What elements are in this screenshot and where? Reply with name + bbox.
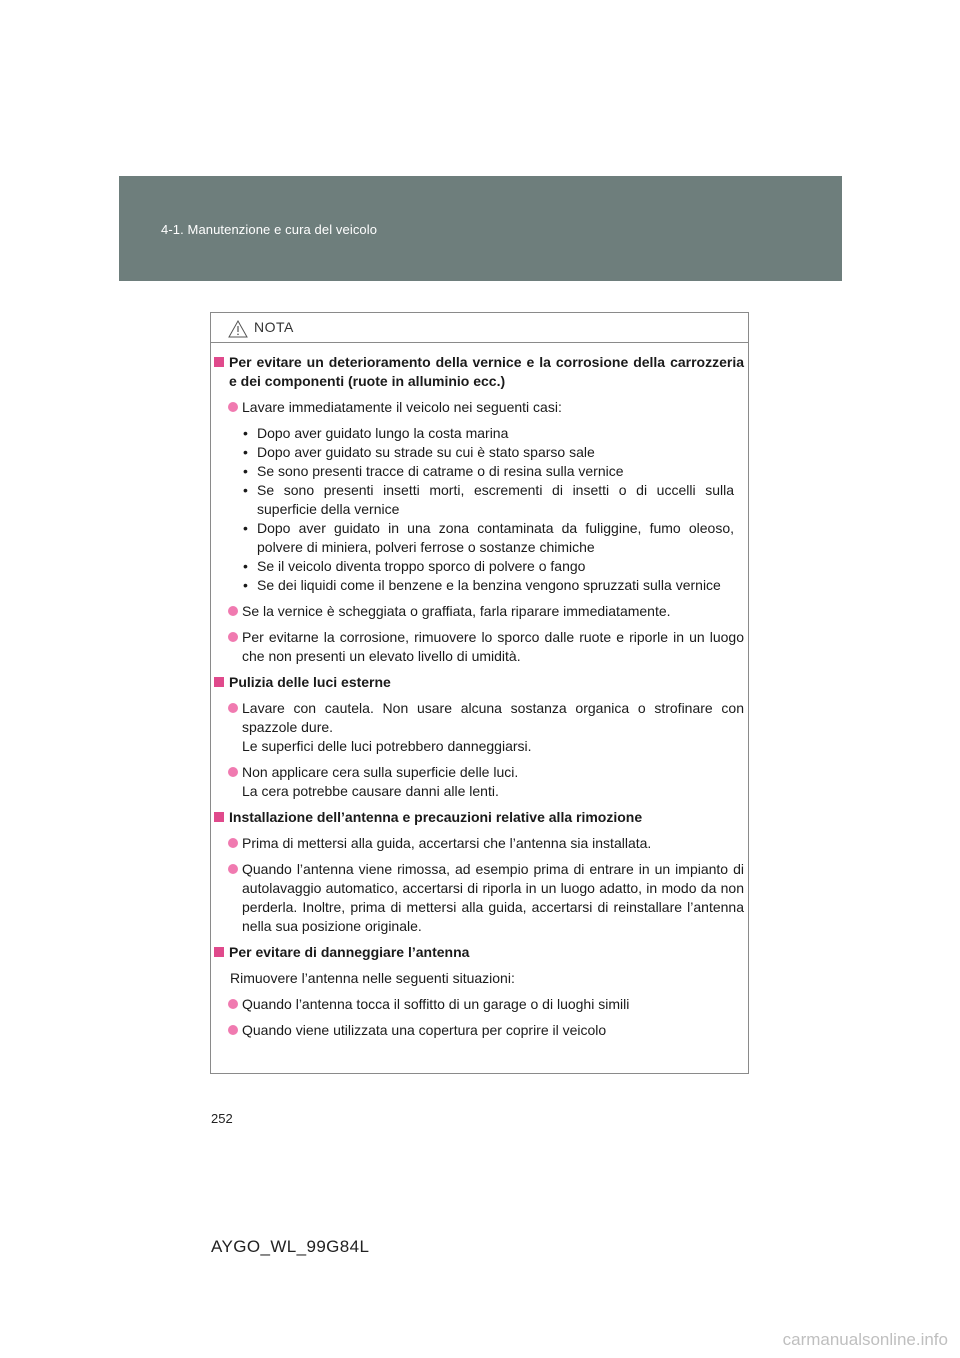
section-heading: Installazione dell’antenna e precauzioni relative alla rimozione [211,808,750,827]
note-header [211,313,748,343]
circle-bullet-icon [228,767,238,777]
circle-bullet-icon [228,703,238,713]
list-item: Quando l’antenna viene rimossa, ad esempio prima di entrare in un impianto di autolavaggio automatico, accertarsi di riporla in un luogo adatto, in modo da non perderla. Inoltre, prima di mettersi alla guida, accertarsi di reinstallare l’antenna nella sua posizione originale. [211,860,750,936]
list-item: Per evitarne la corrosione, rimuovere lo sporco dalle ruote e riporle in un luogo che non presenti un elevato livello di umidità. [211,628,750,666]
square-bullet-icon [214,812,224,822]
sub-list-item: • Se dei liquidi come il benzene e la benzina vengono spruzzati sulla vernice [211,576,750,595]
note-box [210,312,749,1074]
note-body [211,353,750,1047]
circle-bullet-icon [228,838,238,848]
list-item: Quando viene utilizzata una copertura per coprire il veicolo [211,1021,750,1040]
watermark: carmanualsonline.info [782,1330,948,1349]
section-heading: Per evitare di danneggiare l’antenna [211,943,750,962]
square-bullet-icon [214,357,224,367]
sub-list [211,424,750,595]
sub-list-item: • Dopo aver guidato su strade su cui è stato sparso sale [211,443,750,462]
list-item: Non applicare cera sulla superficie delle luci. La cera potrebbe causare danni alle lenti. [211,763,750,801]
list-item: Lavare con cautela. Non usare alcuna sostanza organica o strofinare con spazzole dure. Le superfici delle luci potrebbero danneggiarsi. [211,699,750,756]
section-heading: Per evitare un deterioramento della vernice e la corrosione della carrozzeria e dei componenti (ruote in alluminio ecc.) [211,353,750,391]
list-item: Se la vernice è scheggiata o graffiata, farla riparare immediatamente. [211,602,750,621]
circle-bullet-icon [228,999,238,1009]
header-band [119,176,842,281]
circle-bullet-icon [228,402,238,412]
circle-bullet-icon [228,632,238,642]
circle-bullet-icon [228,864,238,874]
circle-bullet-icon [228,606,238,616]
sub-list-item: • Dopo aver guidato in una zona contaminata da fuliggine, fumo oleoso, polvere di miniera, polveri ferrose o sostanze chimiche [211,519,750,557]
section-title: 4-1. Manutenzione e cura del veicolo [161,222,378,237]
page-number: 252 [211,1111,233,1126]
section-intro: Rimuovere l’antenna nelle seguenti situazioni: [230,970,515,986]
list-item: Quando l’antenna tocca il soffitto di un garage o di luoghi simili [211,995,750,1014]
section-heading: Pulizia delle luci esterne [211,673,750,692]
sub-list-item: • Dopo aver guidato lungo la costa marina [211,424,750,443]
sub-list-item: • Se il veicolo diventa troppo sporco di polvere o fango [211,557,750,576]
square-bullet-icon [214,677,224,687]
sub-list-item: • Se sono presenti tracce di catrame o di resina sulla vernice [211,462,750,481]
list-item: Lavare immediatamente il veicolo nei seguenti casi: [211,398,750,417]
square-bullet-icon [214,947,224,957]
list-item: Prima di mettersi alla guida, accertarsi che l’antenna sia installata. [211,834,750,853]
sub-list-item: • Se sono presenti insetti morti, escrementi di insetti o di uccelli sulla superficie della vernice [211,481,750,519]
footer-code: AYGO_WL_99G84L [211,1237,370,1256]
note-title: NOTA [254,319,294,335]
warning-triangle-icon [228,320,248,338]
circle-bullet-icon [228,1025,238,1035]
